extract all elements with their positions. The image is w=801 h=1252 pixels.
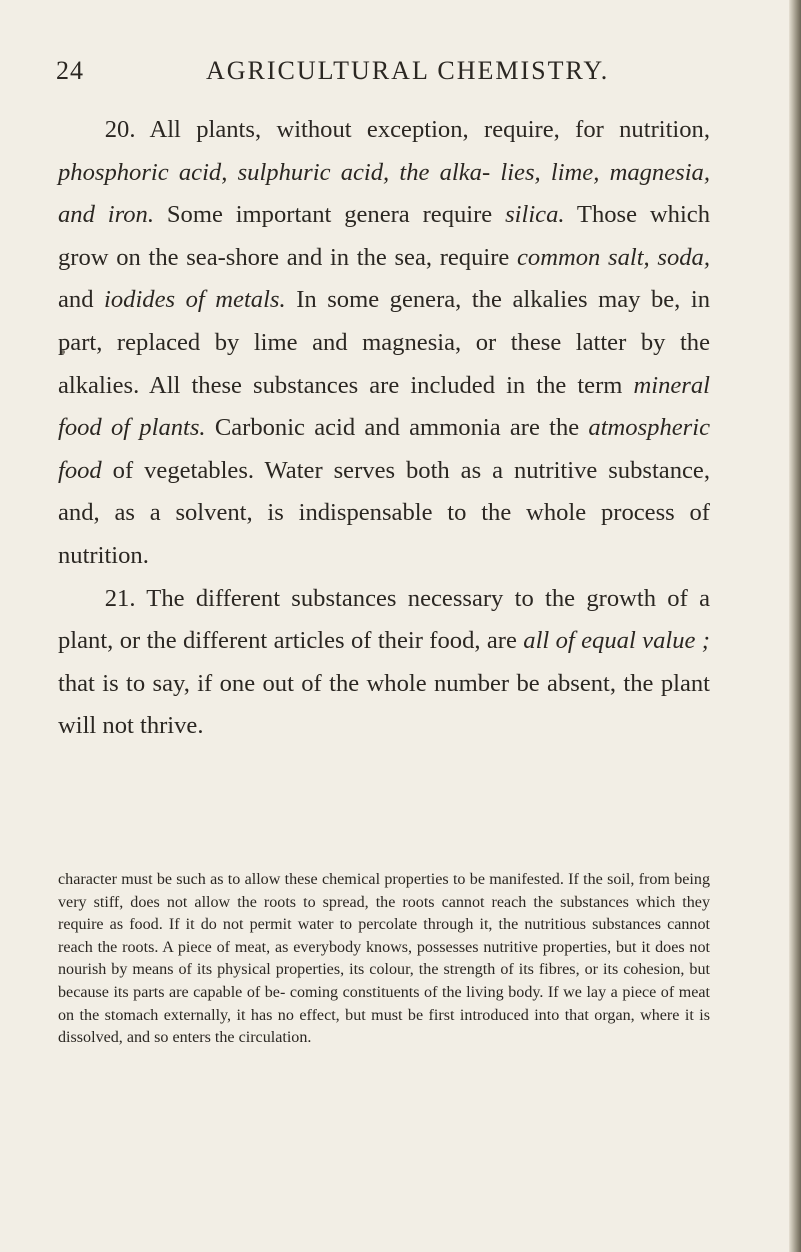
italic-run: iodides of metals. [104, 286, 286, 314]
text-run: 21. The different substances necessary to the growth of a plant, or the different articles of their food, are [58, 584, 710, 655]
italic-run: mineral food of plants. [58, 371, 710, 442]
italic-run: common salt, soda, [517, 243, 710, 271]
italic-run: phosphoric acid, sulphuric acid, the alka- lies, lime, magnesia, and iron. [58, 158, 710, 229]
text-run: of vegetables. Water serves both as a nutritive substance, and, as a solvent, is indispensable to the whole process of nutrition. [58, 456, 710, 569]
text-run: Carbonic acid and ammonia are the [205, 414, 589, 442]
footnote-text: character must be such as to allow these chemical properties to be manifested. If the soil, from being very stiff, does not allow the roots to spread, the roots cannot reach the substances which they require as food. If it do not permit water to percolate through it, the nutritious substances cannot reach the roots. A piece of meat, as everybody knows, possesses nutritive properties, but it does not nourish by means of its physical properties, its colour, the strength of its fibres, or its cohesion, but because its parts are capable of be- coming constituents of the living body. If we lay a piece of meat on the stomach externally, it has no effect, but must be first introduced into that organ, where it is dissolved, and so enters the circulation. [58, 871, 710, 1047]
running-head: AGRICULTURAL CHEMISTRY. [206, 56, 610, 85]
page-edge-shadow [789, 0, 801, 1252]
main-text [58, 109, 710, 748]
page-header [56, 56, 756, 96]
text-run: and [58, 286, 105, 314]
footnote [58, 869, 710, 1050]
text-run: that is to say, if one out of the whole number be absent, the plant will not thrive. [58, 669, 710, 740]
italic-run: all of equal value ; [523, 627, 710, 655]
text-run: Some important genera require [153, 201, 506, 229]
text-run: 20. All plants, without exception, require, for nutrition, [104, 116, 710, 143]
page-number: 24 [56, 56, 84, 85]
italic-run: silica. [505, 201, 565, 229]
text-run: Those which grow on the sea-shore and in the sea, require [58, 201, 710, 271]
text-run: In some genera, the alkalies may be, in part, replaced by lime and magnesia, or these latter by the alkalies. All these substances are included in the term [58, 286, 710, 399]
italic-run: atmospheric food [58, 414, 710, 484]
paragraph-21 [58, 578, 710, 748]
paragraph-20 [58, 109, 710, 578]
